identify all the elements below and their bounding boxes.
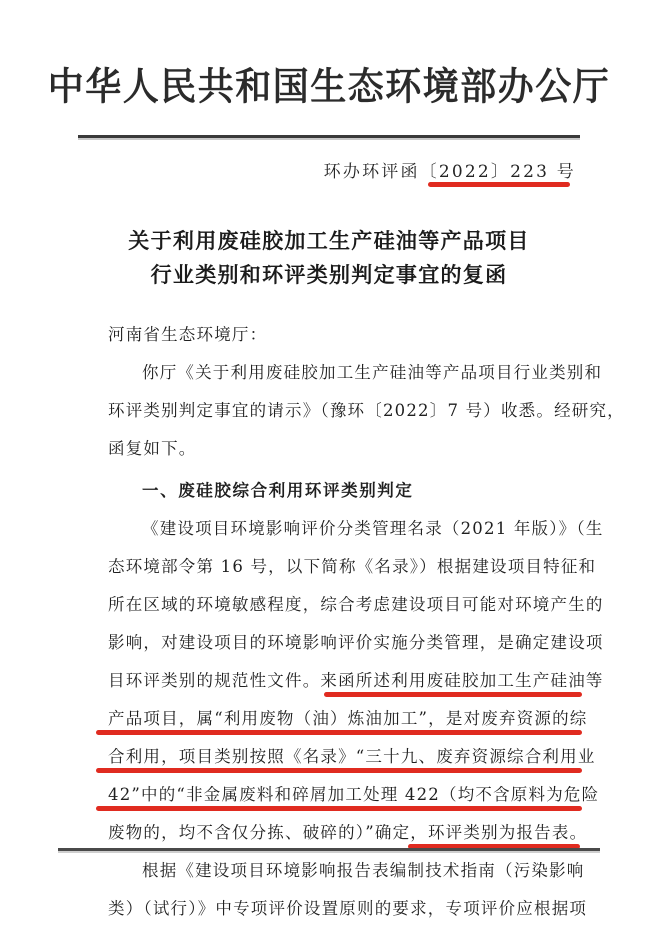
body-line: 42”中的“非金属废料和碎屑加工处理 422（均不含原料为危险 (108, 776, 580, 814)
body-line: 类）（试行）》中专项评价设置原则的要求，专项评价应根据项 (108, 899, 588, 918)
masthead (0, 64, 658, 110)
document-body (108, 316, 625, 928)
document-number-row (0, 160, 658, 184)
body-line: 合利用，项目类别按照《名录》“三十九、废弃资源综合利用业 (108, 738, 580, 776)
body-line: 态环境部令第 16 号，以下简称《名录》）根据建设项目特征和 (108, 557, 597, 576)
footer-divider-rule (58, 848, 600, 851)
body-line: 《建设项目环境影响评价分类管理名录（2021 年版）》（生 (142, 519, 604, 538)
red-underline-phrase-2 (96, 730, 582, 735)
red-underline-document-number (428, 182, 570, 187)
document-title-line-2: 行业类别和环评类别判定事宜的复函 (150, 262, 508, 287)
salutation: 河南省生态环境厅： (108, 325, 268, 344)
body-line: 你厅《关于利用废硅胶加工生产硅油等产品项目行业类别和 (142, 363, 603, 382)
body-line: 根据《建设项目环境影响报告表编制技术指南（污染影响 (142, 861, 585, 880)
body-line: 目环评类别的规范性文件。来函所述利用废硅胶加工生产硅油等 (108, 662, 580, 700)
document-number (324, 160, 576, 184)
document-title (0, 224, 658, 292)
body-line: 所在区域的环境敏感程度，综合考虑建设项目可能对环境产生的 (108, 595, 604, 614)
issuing-authority-title: 中华人民共和国生态环境部办公厅 (47, 64, 611, 110)
document-title-line-1: 关于利用废硅胶加工生产硅油等产品项目 (128, 228, 530, 253)
body-line: 函复如下。 (108, 439, 197, 458)
red-underline-phrase-3 (96, 768, 582, 773)
section-heading: 一、废硅胶综合利用环评类别判定 (142, 481, 414, 500)
body-line: 环评类别判定事宜的请示》（豫环〔2022〕7 号）收悉。经研究， (108, 401, 625, 420)
body-line: 废物的，均不含仅分拣、破碎的）”确定，环评类别为报告表。 (108, 814, 580, 852)
document-number-text: 环办环评函〔2022〕223 号 (323, 162, 576, 182)
red-underline-phrase-4 (96, 806, 582, 811)
body-line: 产品项目，属“利用废物（油）炼油加工”，是对废弃资源的综 (108, 700, 580, 738)
red-underline-phrase-1 (324, 692, 582, 697)
body-line: 影响，对建设项目的环境影响评价实施分类管理，是确定建设项 (108, 633, 604, 652)
masthead-divider-rule (78, 135, 580, 138)
